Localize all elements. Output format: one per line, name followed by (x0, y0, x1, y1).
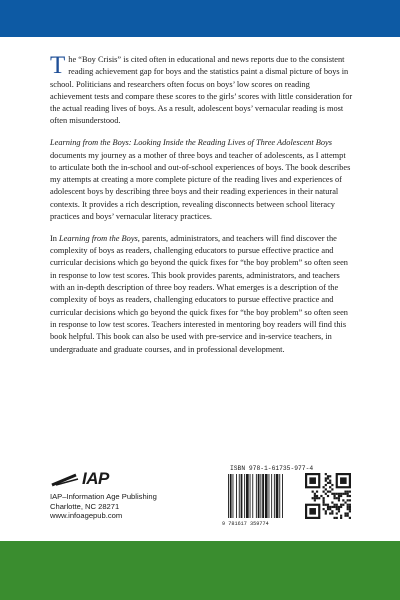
logo-text: IAP (82, 469, 109, 488)
drop-cap: T (50, 52, 66, 79)
paragraph-2-text: documents my journey as a mother of three boys and teacher of adolescents, as I attempt to articulate both the in-school and out-of-school experiences of boys. The book describes my attempts at creating a more complete picture of the reading lives and experiences of adolescent boys by describing three boys and their reading experiences in their natural contexts. It provides a rich description, revealing disconnects between school literacy practices and boys’ vernacular literacy practices. (50, 150, 351, 222)
paragraph-3-text: , parents, administrators, and teachers will find discover the complexity of boys as readers, challenging educators to pursue effective practice and curricular decisions which go beyond the quick fixes for “the boy problem” so often seen in response to low test scores. This book provides parents, administrators, and teachers with an in-depth description of three boy readers. What emerges is a description of the complexity of boys as readers, challenging educators to pursue effective practice and curricular decisions which go beyond the quick fixes for “the boy problem” so often seen in response to low test scores. Teachers interested in mentoring boy readers will find this book helpful. This book can also be used with pre-service and in-service teachers, in undergraduate and graduate courses, and in professional development. (50, 233, 348, 354)
back-cover-text (50, 54, 354, 365)
paragraph-2 (50, 137, 354, 223)
logo-swoosh-icon (50, 471, 80, 487)
publisher-logo (50, 470, 160, 488)
paragraph-3-lead: In (50, 233, 60, 243)
paragraph-3 (50, 233, 354, 356)
isbn-label: ISBN 978-1-61735-977-4 (230, 465, 314, 472)
barcode-digits: 9 781617 359774 (222, 521, 269, 527)
top-color-band (0, 0, 400, 37)
paragraph-1-text: he “Boy Crisis” is cited often in educational and news reports due to the consistent reading achievement gap for boys and the statistics paint a dismal picture of boys in school. Politicians and researchers often focus on boys’ low scores on reading achievement tests and compare these scores to the girls’ scores with little consideration for the actual reading lives of boys. As a result, adolescent boys’ vernacular reading is most often misunderstood. (50, 55, 353, 126)
publisher-city: Charlotte, NC 28271 (50, 501, 120, 511)
publisher-url: www.infoagepub.com (50, 511, 123, 521)
isbn-barcode (222, 465, 314, 527)
bottom-color-band (0, 541, 400, 600)
publisher-name: IAP–Information Age Publishing (50, 492, 157, 501)
paragraph-1 (50, 54, 354, 128)
book-title-short-italic: Learning from the Boys (59, 233, 138, 243)
publisher-block (50, 470, 160, 521)
publisher-address (50, 492, 160, 521)
qr-code-icon (305, 473, 351, 519)
barcode-bars-icon (226, 474, 306, 520)
book-title-italic: Learning from the Boys: Looking Inside the Reading Lives of Three Adolescent Boys (50, 138, 332, 148)
